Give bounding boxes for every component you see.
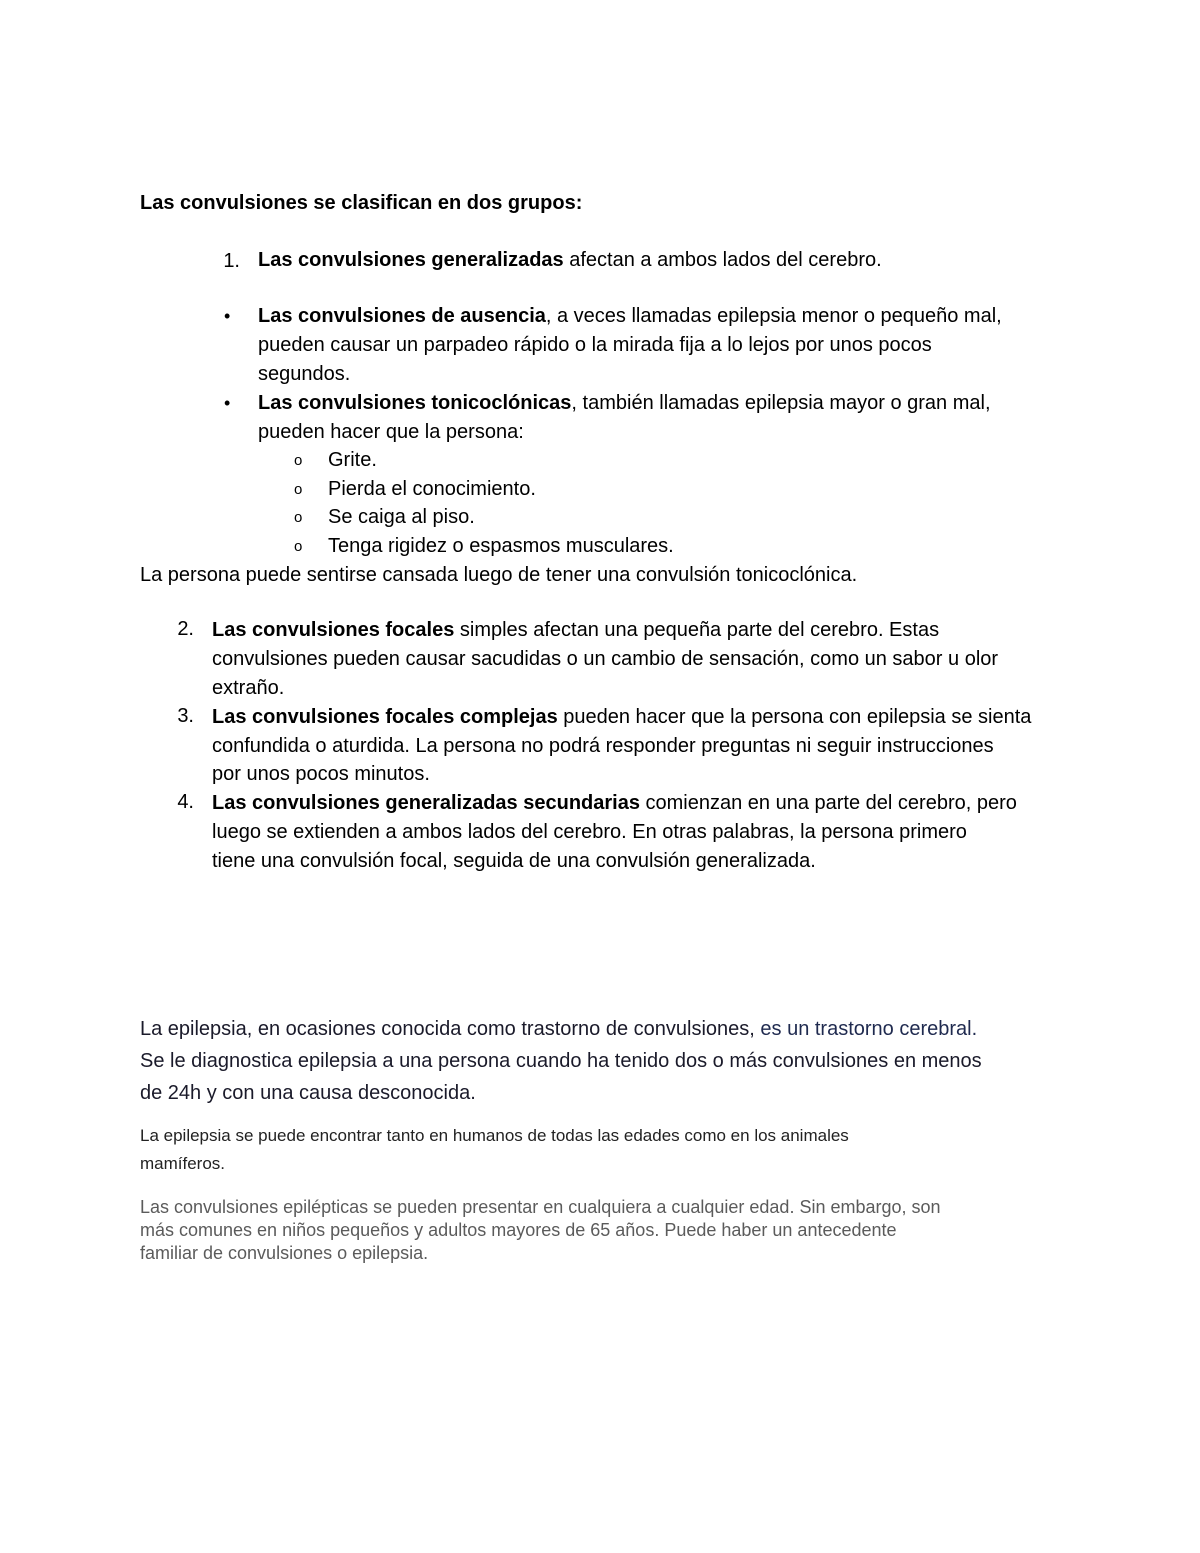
list-line: tiene una convulsión focal, seguida de una convulsión generalizada. [212, 850, 816, 872]
term-bold: Las convulsiones generalizadas secundarias [212, 792, 640, 814]
sub-item: Pierda el conocimiento. [328, 478, 536, 500]
list-number: 4. [177, 791, 194, 813]
paragraph-line: familiar de convulsiones o epilepsia. [140, 1243, 429, 1263]
paragraph-line: más comunes en niños pequeños y adultos mayores de 65 años. Puede haber un antecedente [140, 1220, 897, 1240]
sub-marker: o [294, 538, 303, 555]
epilepsy-age-paragraph [140, 1196, 941, 1265]
term-bold: Las convulsiones de ausencia [258, 305, 546, 327]
bullet-line: segundos. [258, 363, 351, 385]
bullet-line: Las convulsiones de ausencia, a veces llamadas epilepsia menor o pequeño mal, [258, 305, 1002, 327]
term-bold: Las convulsiones generalizadas [258, 249, 564, 271]
paragraph-line: La epilepsia se puede encontrar tanto en humanos de todas las edades como en los animales [140, 1126, 849, 1145]
sub-marker: o [294, 452, 303, 469]
bullet-line: pueden causar un parpadeo rápido o la mirada fija a lo lejos por unos pocos [258, 334, 932, 356]
list-line: Las convulsiones generalizadas secundarias comienzan en una parte del cerebro, pero [212, 792, 1017, 814]
list-line: por unos pocos minutos. [212, 763, 430, 785]
list-number: 3. [177, 705, 194, 727]
list-line: extraño. [212, 677, 285, 699]
list-line: luego se extienden a ambos lados del cerebro. En otras palabras, la persona primero [212, 821, 967, 843]
list-number: 2. [177, 618, 194, 640]
sub-item: Grite. [328, 449, 377, 471]
list-line: Las convulsiones focales complejas pueden hacer que la persona con epilepsia se sienta [212, 706, 1032, 728]
list-number: 1. [223, 250, 240, 272]
bullet-line: pueden hacer que la persona: [258, 421, 524, 443]
term-bold: Las convulsiones tonicoclónicas [258, 392, 572, 414]
bullet-marker: • [224, 393, 231, 413]
bullet-line: Las convulsiones tonicoclónicas, también llamadas epilepsia mayor o gran mal, [258, 392, 991, 414]
paragraph-line: mamíferos. [140, 1154, 226, 1173]
epilepsy-species-paragraph [140, 1122, 849, 1178]
tonic-aftermath-line: La persona puede sentirse cansada luego de tener una convulsión tonicoclónica. [140, 564, 858, 586]
paragraph-line: Se le diagnostica epilepsia a una persona cuando ha tenido dos o más convulsiones en menos [140, 1050, 982, 1072]
paragraph-line: de 24h y con una causa desconocida. [140, 1082, 476, 1104]
list-line: Las convulsiones focales simples afectan una pequeña parte del cerebro. Estas [212, 619, 940, 641]
sub-item: Tenga rigidez o espasmos musculares. [328, 535, 674, 557]
sub-item: Se caiga al piso. [328, 506, 475, 528]
sub-marker: o [294, 481, 303, 498]
page-heading: Las convulsiones se clasifican en dos grupos: [140, 192, 583, 214]
sub-marker: o [294, 509, 303, 526]
list-line: convulsiones pueden causar sacudidas o un cambio de sensación, como un sabor u olor [212, 648, 999, 670]
paragraph-line: Las convulsiones epilépticas se pueden presentar en cualquiera a cualquier edad. Sin embargo, son [140, 1197, 941, 1217]
bullet-marker: • [224, 306, 231, 326]
epilepsy-definition-paragraph [140, 1013, 982, 1109]
list-line: confundida o aturdida. La persona no podrá responder preguntas ni seguir instrucciones [212, 735, 994, 757]
paragraph-line: La epilepsia, en ocasiones conocida como trastorno de convulsiones, es un trastorno cerebral. [140, 1018, 978, 1040]
term-bold: Las convulsiones focales [212, 619, 455, 641]
term-bold: Las convulsiones focales complejas [212, 706, 558, 728]
list-item-text: Las convulsiones generalizadas afectan a ambos lados del cerebro. [258, 249, 882, 271]
